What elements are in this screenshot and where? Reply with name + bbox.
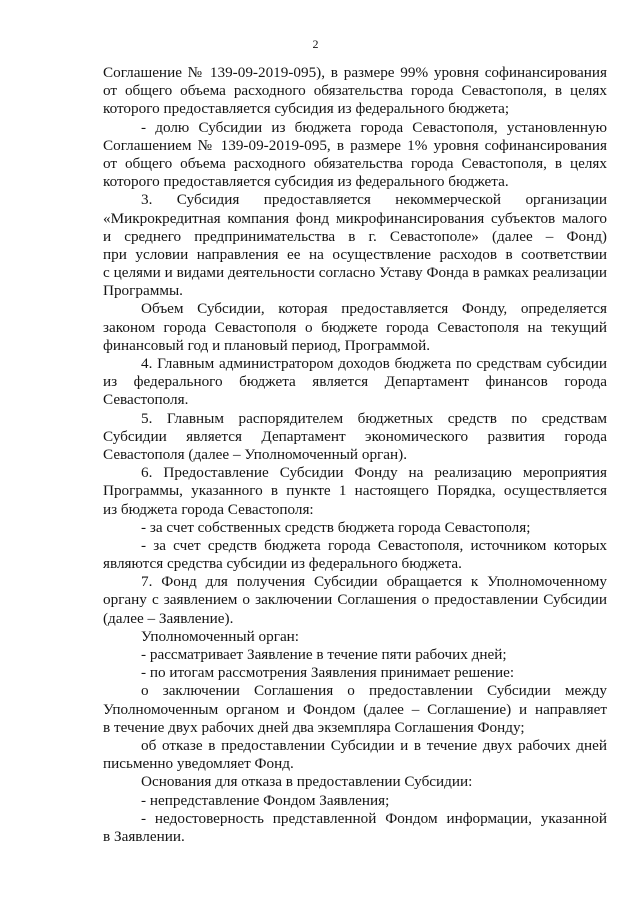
text-line: письменно уведомляет Фонд. xyxy=(103,755,294,773)
text-line: «Микрокредитная компания фонд микрофинансирования субъектов малого xyxy=(103,209,607,227)
text-line: Программы, указанного в пункте 1 настоящего Порядка, осуществляется xyxy=(103,482,607,500)
text-line: Программы. xyxy=(103,282,183,300)
text-line: 4. Главным администратором доходов бюджета по средствам субсидии xyxy=(141,355,607,372)
text-line: органу с заявлением о заключении Соглашения о предоставлении Субсидии xyxy=(103,591,607,609)
text-line: - по итогам рассмотрения Заявления принимает решение: xyxy=(141,664,515,682)
text-line: в Заявлении. xyxy=(103,827,185,845)
text-line: Основания для отказа в предоставлении Субсидии: xyxy=(141,773,473,791)
text-line: в течение двух рабочих дней два экземпляра Соглашения Фонду; xyxy=(103,718,525,736)
text-line: 6. Предоставление Субсидии Фонду на реализацию мероприятия xyxy=(141,464,607,482)
text-line: о заключении Соглашения о предоставлении Субсидии между xyxy=(141,682,607,700)
document-body xyxy=(103,64,607,846)
text-line: от общего объема расходного обязательства города Севастополя, в целях xyxy=(103,82,607,100)
text-line: которого предоставляется субсидия из федерального бюджета. xyxy=(103,173,509,191)
text-line: 5. Главным распорядителем бюджетных средств по средствам xyxy=(141,409,607,427)
text-line: - рассматривает Заявление в течение пяти рабочих дней; xyxy=(141,646,507,663)
text-line: из бюджета города Севастополя: xyxy=(103,500,314,518)
text-line: Субсидии является Департамент экономического развития города xyxy=(103,427,607,445)
text-line: законом города Севастополя о бюджете города Севастополя на текущий xyxy=(103,318,607,336)
text-line: - недостоверность представленной Фондом информации, указанной xyxy=(141,809,607,827)
text-line: с целями и видами деятельности согласно Уставу Фонда в рамках реализации xyxy=(103,264,607,282)
text-line: Соглашение № 139-09-2019-095), в размере 99% уровня софинансирования xyxy=(103,64,607,81)
text-line: Севастополя. xyxy=(103,391,189,409)
text-line: об отказе в предоставлении Субсидии и в течение двух рабочих дней xyxy=(141,736,607,754)
text-line: - непредставление Фондом Заявления; xyxy=(141,791,390,809)
page-number: 2 xyxy=(312,37,319,51)
text-line: Соглашением № 139-09-2019-095, в размере 1% уровня софинансирования xyxy=(103,136,607,154)
text-line: Уполномоченным органом и Фондом (далее – Соглашение) и направляет xyxy=(103,700,607,718)
text-line: от общего объема расходного обязательства города Севастополя, в целях xyxy=(103,154,607,172)
text-line: Объем Субсидии, которая предоставляется Фонду, определяется xyxy=(141,300,607,318)
text-line: - за счет средств бюджета города Севастополя, источником которых xyxy=(141,536,607,554)
text-line: финансовый год и плановый период, Программой. xyxy=(103,336,431,354)
text-line: являются средства субсидии из федерального бюджета. xyxy=(103,555,462,573)
text-line: и среднего предпринимательства в г. Севастополе» (далее – Фонд) xyxy=(103,227,607,245)
text-line: которого предоставляется субсидия из федерального бюджета; xyxy=(103,100,510,118)
text-line: Севастополя (далее – Уполномоченный орган). xyxy=(103,445,407,463)
text-line: 7. Фонд для получения Субсидии обращается к Уполномоченному xyxy=(141,573,607,591)
text-line: при условии направления ее на осуществление расходов в соответствии xyxy=(103,245,607,263)
text-line: - долю Субсидии из бюджета города Севастополя, установленную xyxy=(141,118,607,136)
text-line: - за счет собственных средств бюджета города Севастополя; xyxy=(141,518,531,536)
text-line: Уполномоченный орган: xyxy=(141,627,300,645)
text-line: 3. Субсидия предоставляется некоммерческой организации xyxy=(141,191,607,209)
text-line: из федерального бюджета является Департамент финансов города xyxy=(103,373,607,391)
text-line: (далее – Заявление). xyxy=(103,609,234,627)
